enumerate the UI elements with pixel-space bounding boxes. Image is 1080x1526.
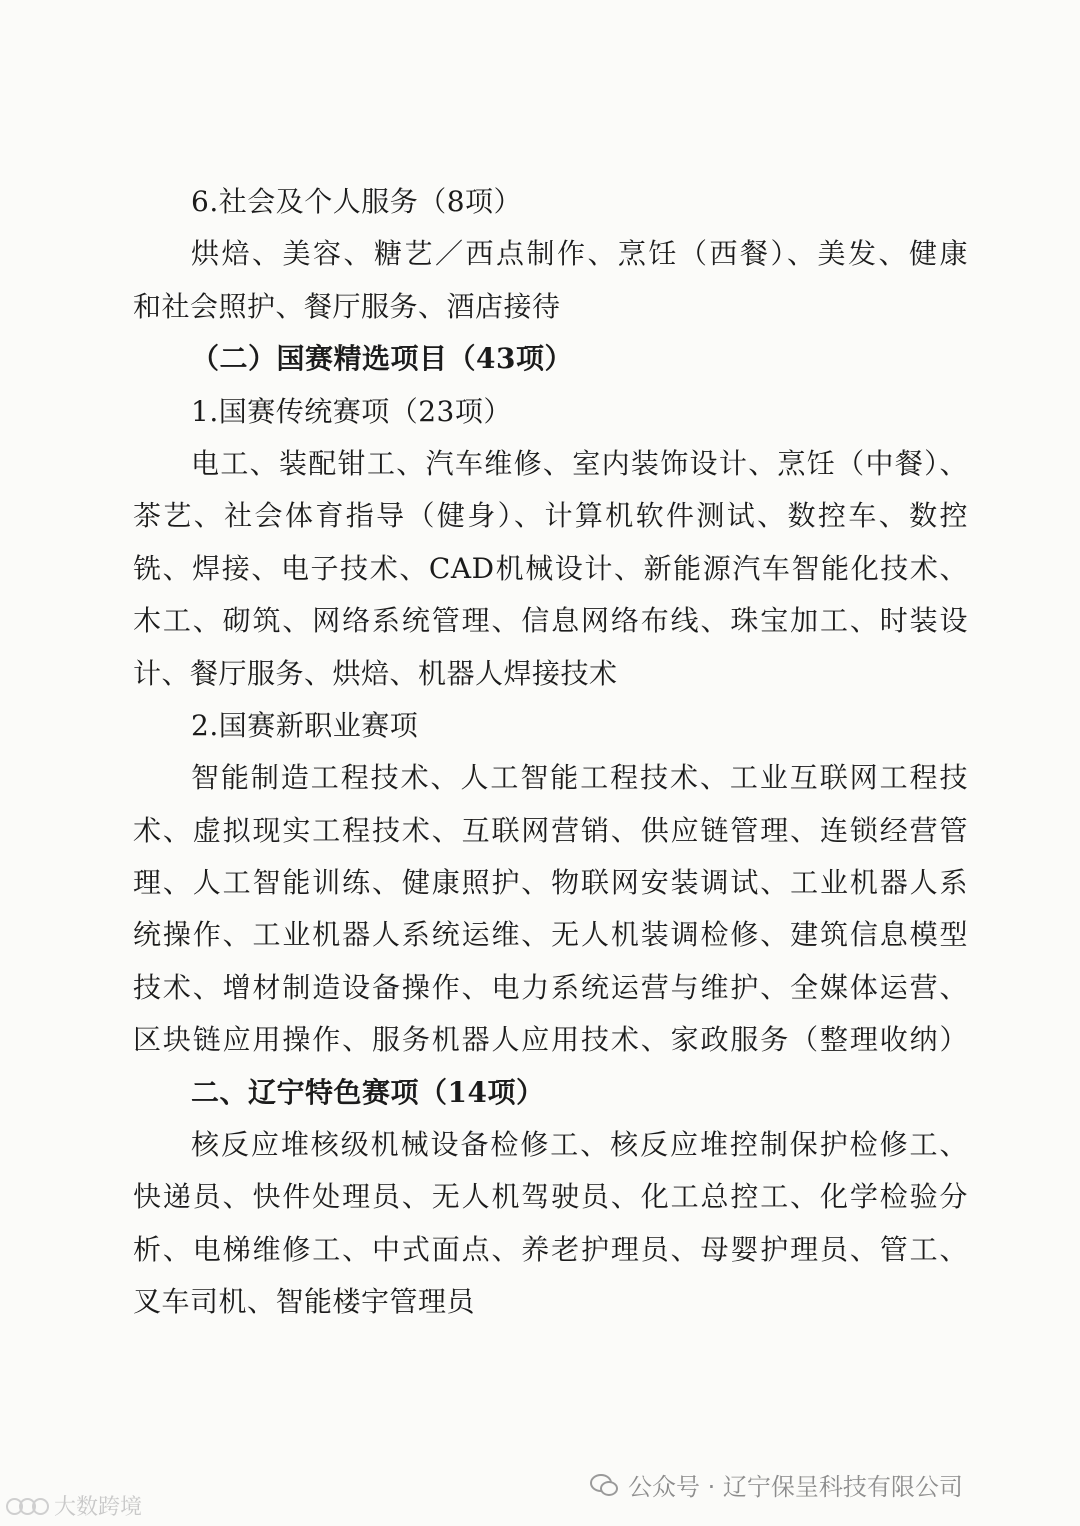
paragraph-line: 技术、增材制造设备操作、电力系统运营与维护、全媒体运营、 <box>133 970 968 1004</box>
paragraph-line: 快递员、快件处理员、无人机驾驶员、化工总控工、化学检验分 <box>133 1180 968 1214</box>
paragraph-line: 区块链应用操作、服务机器人应用技术、家政服务（整理收纳） <box>133 1023 968 1057</box>
paragraph-line: 术、虚拟现实工程技术、互联网营销、供应链管理、连锁经营管 <box>133 813 968 847</box>
paragraph-line: 烘焙、美容、糖艺／西点制作、烹饪（西餐）、美发、健康 <box>191 237 968 271</box>
document-body <box>133 176 968 1329</box>
section-6-paragraph <box>133 228 968 333</box>
paragraph-line: 铣、焊接、电子技术、CAD机械设计、新能源汽车智能化技术、 <box>133 551 968 585</box>
new-occupation-events-heading: 2.国赛新职业赛项 <box>191 708 419 742</box>
logo-icon <box>6 1495 48 1515</box>
wechat-icon <box>590 1472 618 1496</box>
traditional-events-paragraph <box>133 438 968 700</box>
paragraph-line: 茶艺、社会体育指导（健身）、计算机软件测试、数控车、数控 <box>133 499 968 533</box>
national-selection-heading: （二）国赛精选项目（43项） <box>191 342 573 376</box>
paragraph-line: 叉车司机、智能楼宇管理员 <box>133 1285 476 1319</box>
paragraph-line: 析、电梯维修工、中式面点、养老护理员、母婴护理员、管工、 <box>133 1232 968 1266</box>
liaoning-events-paragraph <box>133 1119 968 1329</box>
traditional-events-heading: 1.国赛传统赛项（23项） <box>191 394 512 428</box>
new-occupation-events-paragraph <box>133 752 968 1066</box>
paragraph-line: 木工、砌筑、网络系统管理、信息网络布线、珠宝加工、时装设 <box>133 604 968 638</box>
paragraph-line: 智能制造工程技术、人工智能工程技术、工业互联网工程技 <box>191 761 968 795</box>
watermark-text: 大数跨境 <box>54 1494 143 1520</box>
paragraph-line: 计、餐厅服务、烘焙、机器人焊接技术 <box>133 656 618 690</box>
paragraph-line: 理、人工智能训练、健康照护、物联网安装调试、工业机器人系 <box>133 866 968 900</box>
section-6-heading: 6.社会及个人服务（8项） <box>191 185 523 218</box>
paragraph-line: 统操作、工业机器人系统运维、无人机装调检修、建筑信息模型 <box>133 918 968 952</box>
paragraph-line: 电工、装配钳工、汽车维修、室内装饰设计、烹饪（中餐）、 <box>191 446 968 480</box>
wechat-account-watermark <box>590 1466 963 1502</box>
account-name: 公众号 · 辽宁保呈科技有限公司 <box>628 1472 963 1501</box>
liaoning-events-heading: 二、辽宁特色赛项（14项） <box>191 1075 545 1109</box>
paragraph-line: 和社会照护、餐厅服务、酒店接待 <box>133 289 561 323</box>
paragraph-line: 核反应堆核级机械设备检修工、核反应堆控制保护检修工、 <box>191 1128 968 1162</box>
corner-watermark <box>6 1490 142 1520</box>
